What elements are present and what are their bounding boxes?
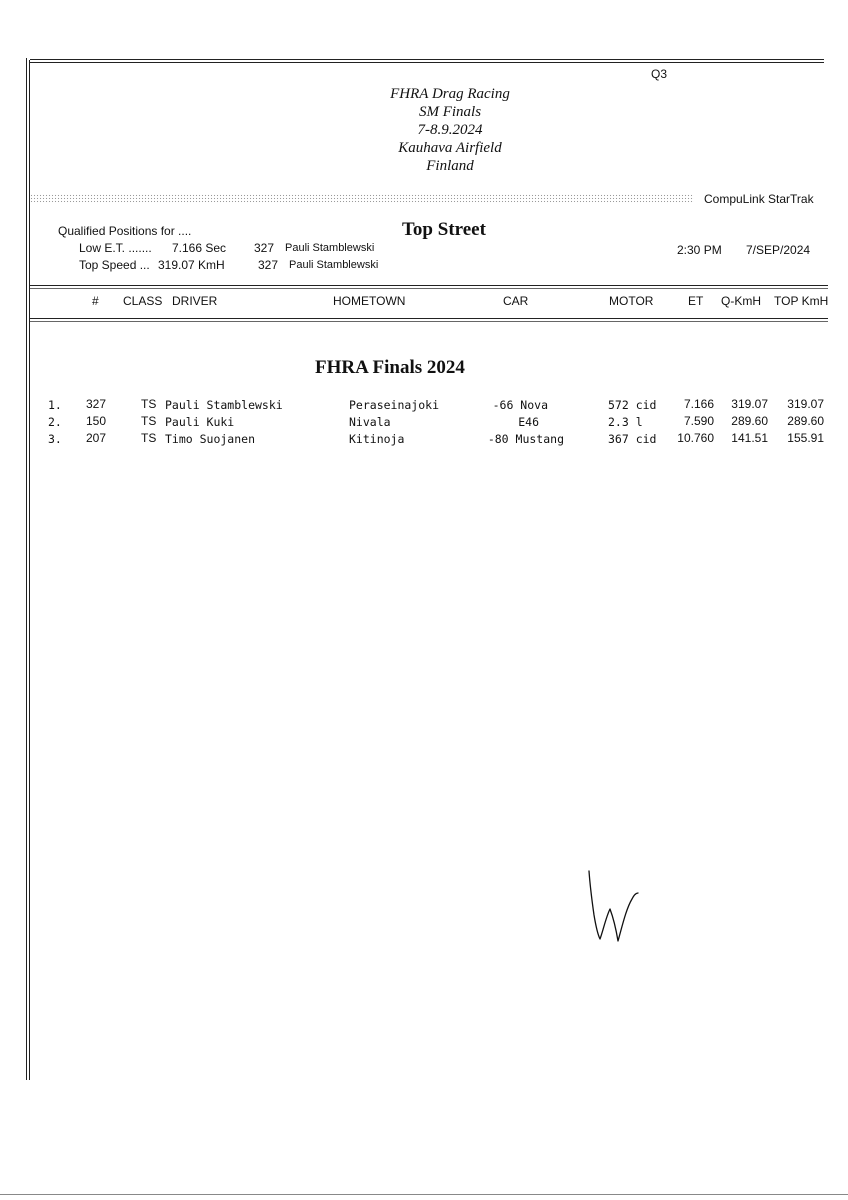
- col-header-top-rule: [30, 285, 828, 286]
- row-et: 7.166: [683, 397, 714, 411]
- row-qkmh: 141.51: [731, 431, 768, 445]
- vendor-label: CompuLink StarTrak: [704, 192, 814, 206]
- header-line-5: Finland: [426, 158, 474, 174]
- row-motor: 2.3 l: [608, 415, 643, 429]
- top-speed-value: 319.07 KmH: [158, 258, 225, 272]
- header-line-3: 7-8.9.2024: [417, 122, 483, 138]
- header-line-4: Kauhava Airfield: [398, 140, 502, 156]
- top-speed-label: Top Speed ...: [79, 258, 150, 272]
- row-driver: Timo Suojanen: [165, 432, 256, 446]
- col-top: TOP KmH: [774, 294, 829, 308]
- col-car: CAR: [503, 294, 529, 308]
- row-number: 327: [86, 397, 107, 411]
- low-et-label: Low E.T. .......: [79, 241, 152, 255]
- row-position: 2.: [48, 415, 62, 429]
- row-position: 3.: [48, 432, 62, 446]
- col-header-top-rule-2: [30, 288, 828, 289]
- row-top: 289.60: [787, 414, 824, 428]
- row-driver: Pauli Stamblewski: [165, 398, 283, 412]
- report-code: Q3: [651, 67, 668, 81]
- left-border: [26, 58, 27, 1080]
- row-motor: 572 cid: [608, 398, 657, 412]
- col-qkmh: Q-KmH: [721, 294, 761, 308]
- row-car: -80 Mustang: [487, 432, 564, 446]
- class-title: Top Street: [402, 219, 486, 240]
- low-et-driver: Pauli Stamblewski: [285, 242, 375, 254]
- top-border-2: [30, 62, 824, 63]
- dotted-band: [30, 194, 694, 203]
- row-number: 150: [86, 414, 107, 428]
- row-motor: 367 cid: [608, 432, 657, 446]
- low-et-num: 327: [254, 241, 275, 255]
- col-header-bottom-rule-2: [30, 321, 828, 322]
- low-et-value: 7.166 Sec: [172, 241, 227, 255]
- row-et: 7.590: [683, 414, 714, 428]
- row-class: TS: [141, 414, 157, 428]
- top-speed-driver: Pauli Stamblewski: [289, 259, 379, 271]
- row-hometown: Nivala: [349, 415, 391, 429]
- row-car: E46: [518, 415, 539, 429]
- signature: [580, 865, 650, 950]
- row-position: 1.: [48, 398, 62, 412]
- row-qkmh: 289.60: [731, 414, 768, 428]
- event-header: [290, 85, 610, 175]
- col-driver: DRIVER: [172, 294, 218, 308]
- header-line-1: FHRA Drag Racing: [390, 86, 510, 102]
- top-border: [30, 59, 824, 60]
- row-hometown: Kitinoja: [349, 432, 405, 446]
- row-hometown: Peraseinajoki: [349, 398, 440, 412]
- row-top: 155.91: [787, 431, 824, 445]
- row-car: -66 Nova: [492, 398, 548, 412]
- row-qkmh: 319.07: [731, 397, 768, 411]
- left-border-inner: [29, 60, 30, 1080]
- bottom-rule: [0, 1194, 848, 1195]
- row-class: TS: [141, 397, 157, 411]
- col-motor: MOTOR: [609, 294, 654, 308]
- event-title: FHRA Finals 2024: [315, 357, 465, 378]
- col-num: #: [92, 294, 99, 308]
- col-et: ET: [688, 294, 704, 308]
- col-header-bottom-rule: [30, 318, 828, 319]
- col-hometown: HOMETOWN: [333, 294, 406, 308]
- row-et: 10.760: [677, 431, 714, 445]
- header-line-2: SM Finals: [418, 104, 482, 120]
- qualified-label: Qualified Positions for ....: [58, 224, 192, 238]
- report-time: 2:30 PM: [677, 243, 722, 257]
- row-driver: Pauli Kuki: [165, 415, 235, 429]
- col-class: CLASS: [123, 294, 163, 308]
- report-date: 7/SEP/2024: [746, 243, 811, 257]
- top-speed-num: 327: [258, 258, 279, 272]
- row-number: 207: [86, 431, 107, 445]
- row-top: 319.07: [787, 397, 824, 411]
- row-class: TS: [141, 431, 157, 445]
